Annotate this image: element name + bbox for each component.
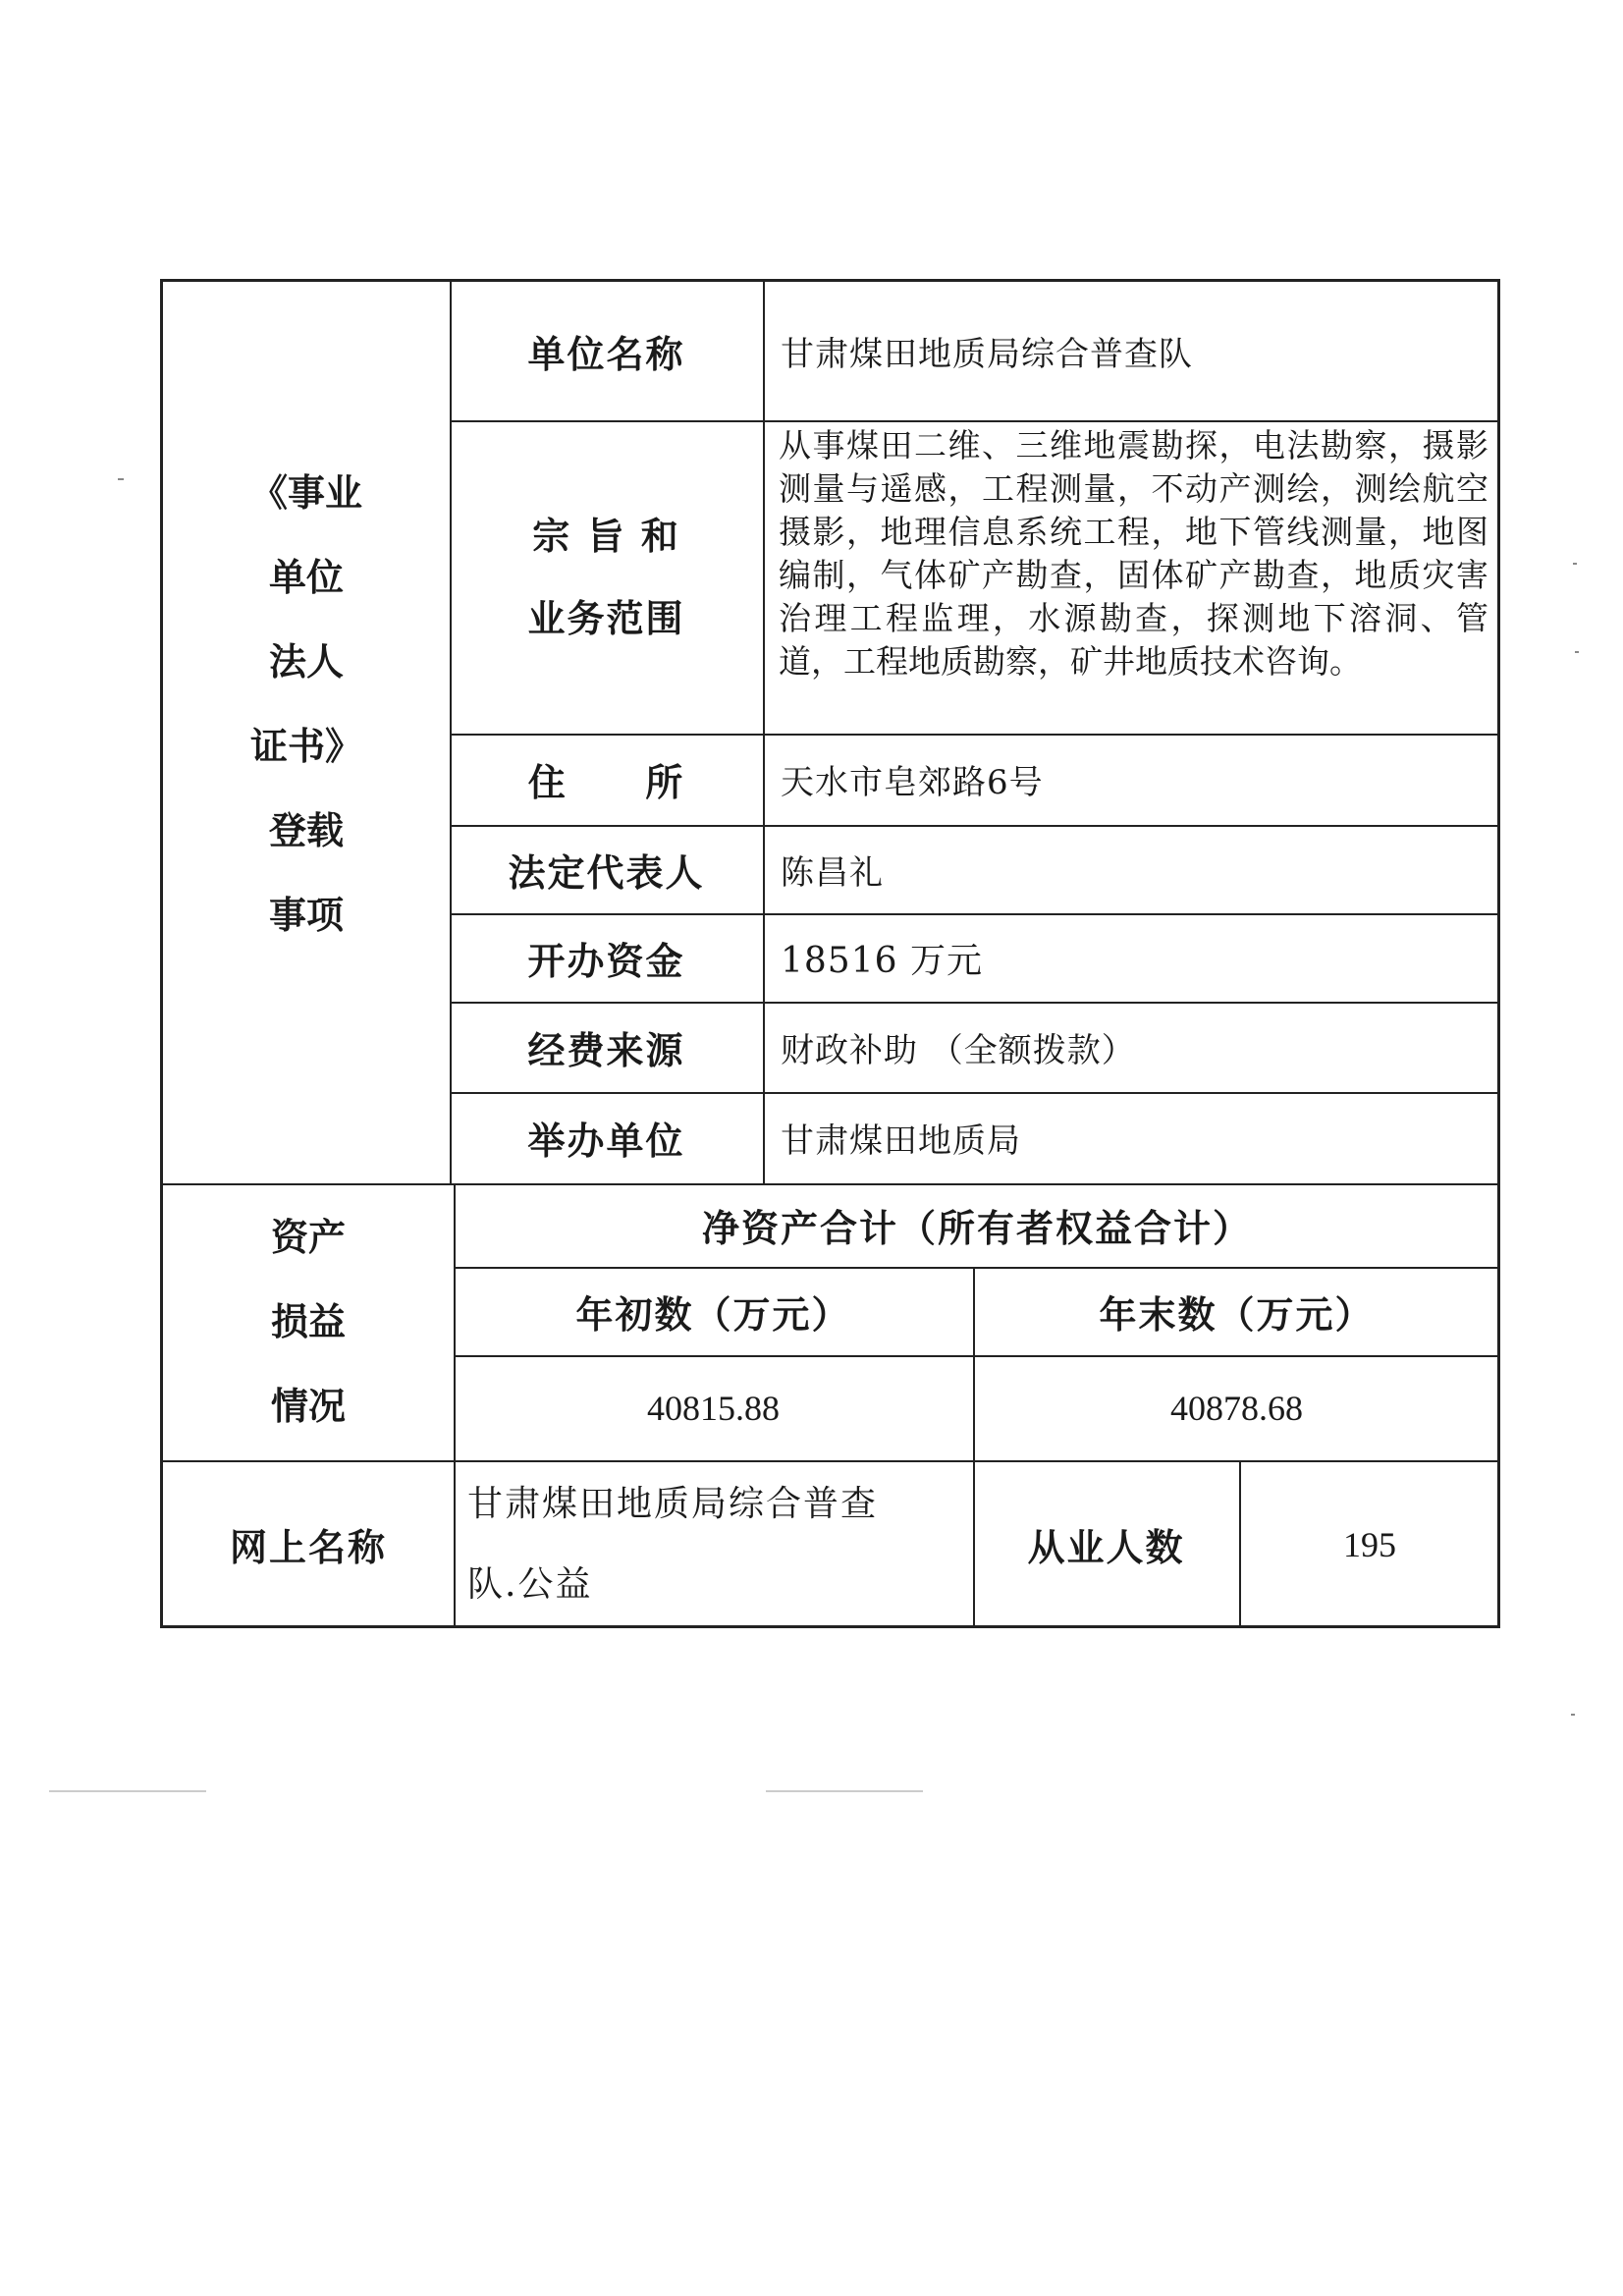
scope-value: 从事煤田二维、三维地震勘探，电法勘察，摄影测量与遥感，工程测量，不动产测绘，测绘航空摄影，地理信息系统工程，地下管线测量，地图编制，气体矿产勘查，固体矿产勘查，地质灾害治理工程监理，水源勘查，探测地下溶洞、管道，工程地质勘察，矿井地质技术咨询。 <box>779 426 1488 681</box>
section-label-line: 《事业 <box>249 470 362 515</box>
funding-label: 经费来源 <box>527 1027 685 1072</box>
section-label-line: 登载 <box>268 808 344 852</box>
assets-label-line: 资产 <box>270 1215 346 1259</box>
end-of-year-label: 年末数（万元） <box>1099 1291 1375 1337</box>
legal-rep-label: 法定代表人 <box>508 849 705 895</box>
scope-label-line: 业务范围 <box>527 595 685 640</box>
assets-section-label <box>163 1183 454 1460</box>
registration-table <box>160 279 1500 1628</box>
certificate-section-label <box>163 449 450 959</box>
end-of-year-value: 40878.68 <box>1170 1388 1303 1428</box>
section-label-line: 事项 <box>268 893 344 937</box>
section-label-line: 证书》 <box>249 724 362 768</box>
assets-label-line: 情况 <box>270 1384 346 1428</box>
address-label-char: 住 <box>527 760 568 804</box>
scope-label <box>450 420 763 734</box>
scan-speck <box>1573 563 1577 565</box>
scope-label-line: 宗 旨 和 <box>532 513 680 558</box>
unit-name-label: 单位名称 <box>527 332 685 376</box>
capital-value: 18516 万元 <box>781 940 983 981</box>
start-of-year-value: 40815.88 <box>647 1388 780 1428</box>
section-label-line: 法人 <box>268 639 344 683</box>
sponsor-value: 甘肃煤田地质局 <box>781 1121 1021 1161</box>
funding-value: 财政补助 （全额拨款） <box>781 1030 1136 1070</box>
scan-speck <box>49 1790 206 1792</box>
assets-label-line: 损益 <box>270 1299 346 1343</box>
legal-rep-value: 陈昌礼 <box>781 852 884 893</box>
scan-speck <box>1571 1714 1575 1716</box>
sponsor-label: 举办单位 <box>527 1119 685 1163</box>
section-label-line: 单位 <box>268 555 344 599</box>
scan-speck <box>766 1790 923 1792</box>
unit-name-value: 甘肃煤田地质局综合普查队 <box>781 335 1193 374</box>
address-label <box>450 734 763 825</box>
address-label-char: 所 <box>645 760 685 804</box>
capital-label: 开办资金 <box>527 938 685 983</box>
net-assets-heading: 净资产合计（所有者权益合计） <box>701 1206 1252 1250</box>
online-name-line: 甘肃煤田地质局综合普查 <box>467 1483 879 1524</box>
online-name-value <box>454 1460 973 1628</box>
address-value: 天水市皂郊路6号 <box>781 763 1044 802</box>
scan-speck <box>118 478 124 480</box>
staff-count-label: 从业人数 <box>1027 1525 1185 1569</box>
online-name-line: 队.公益 <box>467 1563 593 1605</box>
staff-count-value: 195 <box>1343 1524 1396 1564</box>
scan-speck <box>1575 651 1579 653</box>
online-name-label: 网上名称 <box>229 1525 387 1569</box>
start-of-year-label: 年初数（万元） <box>575 1291 851 1337</box>
